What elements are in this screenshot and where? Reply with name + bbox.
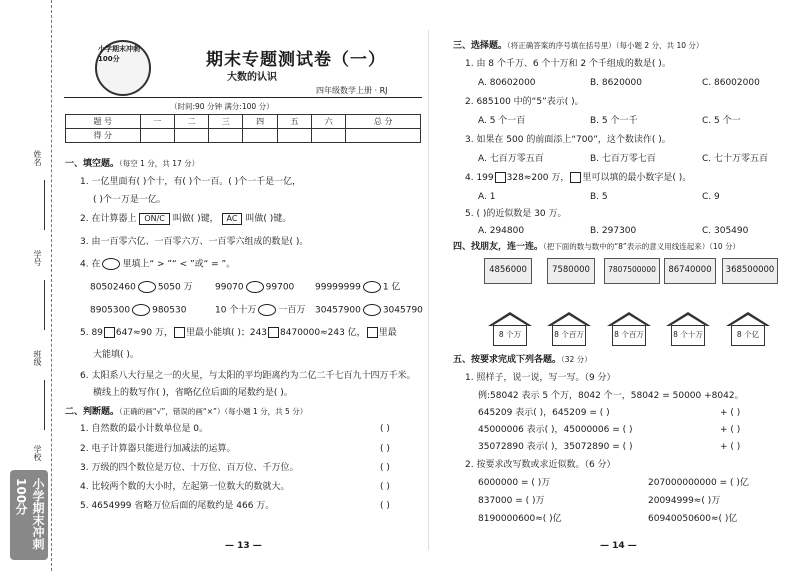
score-input[interactable] <box>277 129 311 143</box>
score-cell: 题 号 <box>66 115 141 129</box>
judge-answer[interactable]: ( ) <box>380 482 390 492</box>
compare-blank[interactable] <box>132 304 150 316</box>
choice-option[interactable]: A. 七百万零五百 <box>478 154 544 164</box>
c4-text: 328≈200 万， <box>506 173 570 183</box>
score-cell: 二 <box>174 115 208 129</box>
digit-box[interactable] <box>367 327 378 338</box>
score-input[interactable] <box>243 129 277 143</box>
choice-q3: 3. 如果在 500 的前面添上“700”，这个数读作( )。 <box>465 135 671 145</box>
section-note: （32 分） <box>561 355 592 364</box>
choice-option[interactable]: A. 294800 <box>478 226 525 236</box>
problem-1-row[interactable]: 35072890 表示( )，35072890 = ( ) <box>478 442 633 452</box>
house-label: 8 个百万 <box>612 325 646 346</box>
question-6a: 6. 太阳系八大行星之一的火星，与太阳的平均距离约为二亿二千七百九十四万千米。 <box>80 371 416 381</box>
compare-right: 980530 <box>152 305 187 316</box>
number-card[interactable]: 7807500000 <box>604 258 660 284</box>
choice-option[interactable]: B. 5 <box>590 192 608 202</box>
score-input[interactable] <box>174 129 208 143</box>
choice-option[interactable]: C. 9 <box>702 192 720 202</box>
page-title: 期末专题测试卷（一） <box>206 50 386 70</box>
compare-left: 99999999 <box>315 282 361 293</box>
c4-text: 里可以填的最小数字是( )。 <box>582 173 692 183</box>
judge-answer[interactable]: ( ) <box>380 424 390 434</box>
section-title: 一、填空题。 <box>65 159 120 169</box>
compare-item <box>215 281 294 294</box>
student-id-line <box>44 280 45 330</box>
score-input[interactable] <box>209 129 243 143</box>
digit-box[interactable] <box>495 172 506 183</box>
section-note: （把下面的数与数中的“8”表示的意义用线连起来）（10 分） <box>543 242 740 251</box>
q2-text: 2. 在计算器上 <box>80 214 137 224</box>
student-id-label: 学号 <box>33 250 42 266</box>
house-card[interactable] <box>607 312 651 348</box>
house-card[interactable] <box>547 312 591 348</box>
grade-label: 四年级数学上册 · RJ <box>316 86 388 95</box>
section-note: （正确的画“√”，错误的画“×”）（每小题 1 分，共 5 分） <box>119 407 308 416</box>
q5-text: 5. 89 <box>80 328 103 338</box>
c4-text: 4. 199 <box>465 173 494 183</box>
judge-answer[interactable]: ( ) <box>380 463 390 473</box>
choice-q2: 2. 685100 中的“5”表示( )。 <box>465 97 584 107</box>
question-2 <box>80 213 291 225</box>
class-label: 班级 <box>33 350 42 366</box>
digit-box[interactable] <box>104 327 115 338</box>
problem-2: 2. 按要求改写数或求近似数。（6 分） <box>465 460 616 470</box>
choice-option[interactable]: A. 5 个一百 <box>478 116 526 126</box>
compare-item <box>90 304 186 317</box>
page-divider <box>428 30 429 550</box>
problem-2-item[interactable]: 837000 = ( )万 <box>478 496 545 506</box>
class-line <box>44 380 45 430</box>
judge-item: 5. 4654999 省略万位后面的尾数约是 466 万。 <box>80 501 275 511</box>
q5-text: 647≈90 万， <box>115 328 173 338</box>
name-label: 姓名 <box>33 150 42 166</box>
compare-item <box>315 304 423 317</box>
choice-q4 <box>465 172 691 184</box>
question-5a <box>80 327 397 339</box>
judge-item: 4. 比较两个数的大小时，左起第一位数大的数就大。 <box>80 482 290 492</box>
problem-1-example: 例:58042 表示 5 个万，8042 个一，58042 = 50000 +8042。 <box>478 391 744 401</box>
compare-right: 1 亿 <box>382 282 401 293</box>
q2-text: 叫做( )键。 <box>245 214 292 224</box>
logo-text: 小学期末冲刺100分 <box>98 45 140 63</box>
problem-2-item[interactable]: 60940050600≈( )亿 <box>648 514 738 524</box>
section-note: （将正确答案的序号填在括号里）（每小题 2 分，共 10 分） <box>507 41 704 50</box>
compare-blank[interactable] <box>258 304 276 316</box>
problem-2-item[interactable]: 207000000000 = ( )亿 <box>648 478 749 488</box>
number-card[interactable]: 86740000 <box>664 258 716 284</box>
q5-text: 里最小能填( )；243 <box>185 328 268 338</box>
judge-item: 1. 自然数的最小计数单位是 0。 <box>80 424 209 434</box>
number-card[interactable]: 368500000 <box>722 258 778 284</box>
q5-text: 里最 <box>378 328 397 338</box>
choice-q1: 1. 由 8 个千万、6 个十万和 2 个千组成的数是( )。 <box>465 59 671 69</box>
compare-right: 一百万 <box>278 305 306 316</box>
page-number-right: — 14 — <box>600 541 637 551</box>
compare-left: 99070 <box>215 282 244 293</box>
brand-text: 小学期末冲刺100分 <box>14 478 45 550</box>
house-card[interactable] <box>666 312 710 348</box>
digit-box[interactable] <box>268 327 279 338</box>
score-input[interactable] <box>346 129 421 143</box>
problem-1-row[interactable]: 45000006 表示( )，45000006 = ( ) <box>478 425 633 435</box>
score-cell: 四 <box>243 115 277 129</box>
q4-text: 里填上“ > ”“ < ”或“ = ”。 <box>122 259 236 270</box>
compare-right: 3045790 <box>382 305 423 316</box>
judge-item: 3. 万级的四个数位是万位、十万位、百万位、千万位。 <box>80 463 299 473</box>
q4-text: 4. 在 <box>80 259 101 270</box>
choice-option[interactable]: C. 5 个一 <box>702 116 741 126</box>
problem-1: 1. 照样子，说一说，写一写。（9 分） <box>465 373 616 383</box>
section-title: 三、选择题。 <box>453 41 508 51</box>
question-5b: 大能填( )。 <box>93 350 139 360</box>
score-cell: 一 <box>140 115 174 129</box>
number-card[interactable]: 4856000 <box>484 258 532 284</box>
compare-left: 8905300 <box>90 305 131 316</box>
on-c-key: ON/C <box>139 213 170 225</box>
choice-option[interactable]: C. 305490 <box>702 226 749 236</box>
question-3: 3. 由一百零六亿、一百零六万、一百零六组成的数是( )。 <box>80 237 309 247</box>
q2-text: 叫做( )键， <box>172 214 219 224</box>
digit-box[interactable] <box>570 172 581 183</box>
question-6b: 横线上的数写作( )，省略亿位后面的尾数约是( )。 <box>93 388 293 398</box>
house-card[interactable] <box>726 312 770 348</box>
compare-blank[interactable] <box>363 304 381 316</box>
question-1a: 1. 一亿里面有( )个十，有( )个一百。( )个一千是一亿， <box>80 177 302 187</box>
section-4-heading <box>453 241 740 253</box>
compare-left: 80502460 <box>90 282 136 293</box>
problem-1-row[interactable]: 645209 表示( )，645209 = ( ) <box>478 408 610 418</box>
compare-blank[interactable] <box>246 281 264 293</box>
compare-blank[interactable] <box>138 281 156 293</box>
judge-answer[interactable]: ( ) <box>380 501 390 511</box>
number-card[interactable]: 7580000 <box>547 258 595 284</box>
choice-option[interactable]: C. 86002000 <box>702 78 760 88</box>
name-line <box>44 180 45 230</box>
compare-left: 10 个十万 <box>215 305 257 316</box>
house-card[interactable] <box>488 312 532 348</box>
choice-option[interactable]: A. 80602000 <box>478 78 536 88</box>
ac-key: AC <box>222 213 243 225</box>
problem-1-row-tail[interactable]: + ( ) <box>720 442 741 452</box>
section-3-heading <box>453 40 703 52</box>
compare-item <box>90 281 193 294</box>
house-label: 8 个亿 <box>731 325 765 346</box>
score-cell: 得 分 <box>66 129 141 143</box>
section-title: 二、判断题。 <box>65 407 120 417</box>
digit-box[interactable] <box>174 327 185 338</box>
compare-item <box>315 281 400 294</box>
choice-option[interactable]: B. 297300 <box>590 226 637 236</box>
judge-answer[interactable]: ( ) <box>380 444 390 454</box>
page-subtitle: 大数的认识 <box>227 72 277 83</box>
choice-option[interactable]: B. 5 个一千 <box>590 116 638 126</box>
choice-option[interactable]: B. 七百万零七百 <box>590 154 656 164</box>
compare-item <box>215 304 305 317</box>
section-2-heading <box>65 406 307 418</box>
compare-right: 99700 <box>265 282 295 293</box>
score-input[interactable] <box>140 129 174 143</box>
question-1b: ( )个一万是一亿。 <box>93 195 166 205</box>
score-cell: 五 <box>277 115 311 129</box>
score-input[interactable] <box>312 129 346 143</box>
section-title: 五、按要求完成下列各题。 <box>453 355 562 365</box>
house-label: 8 个百万 <box>552 325 586 346</box>
section-title: 四、找朋友，连一连。 <box>453 242 544 252</box>
problem-1-row-tail[interactable]: + ( ) <box>720 425 741 435</box>
problem-2-item[interactable]: 20094999≈( )万 <box>648 496 721 506</box>
school-label: 学校 <box>33 445 42 461</box>
section-1-heading <box>65 158 199 170</box>
time-note: （时间:90 分钟 满分:100 分） <box>170 102 274 111</box>
judge-item: 2. 电子计算器只能进行加减法的运算。 <box>80 444 236 454</box>
score-table <box>65 114 421 143</box>
choice-option[interactable]: A. 1 <box>478 192 496 202</box>
score-cell: 总 分 <box>346 115 421 129</box>
house-label: 8 个十万 <box>671 325 705 346</box>
choice-option[interactable]: B. 8620000 <box>590 78 642 88</box>
compare-blank[interactable] <box>363 281 381 293</box>
header-rule <box>64 97 422 98</box>
score-cell: 六 <box>312 115 346 129</box>
compare-circle-icon <box>102 258 120 270</box>
score-cell: 三 <box>209 115 243 129</box>
page-number-left: — 13 — <box>225 541 262 551</box>
problem-1-row-tail[interactable]: + ( ) <box>720 408 741 418</box>
choice-option[interactable]: C. 七十万零五百 <box>702 154 769 164</box>
section-note: （每空 1 分，共 17 分） <box>119 159 200 168</box>
house-label: 8 个万 <box>493 325 527 346</box>
question-4 <box>80 258 235 271</box>
section-5-heading <box>453 354 592 366</box>
compare-right: 5050 万 <box>157 282 193 293</box>
problem-2-item[interactable]: 8190000600≈( )亿 <box>478 514 562 524</box>
problem-2-item[interactable]: 6000000 = ( )万 <box>478 478 551 488</box>
choice-q5: 5. ( )的近似数是 30 万。 <box>465 209 567 219</box>
q5-text: 8470000≈243 亿， <box>280 328 366 338</box>
compare-left: 30457900 <box>315 305 361 316</box>
